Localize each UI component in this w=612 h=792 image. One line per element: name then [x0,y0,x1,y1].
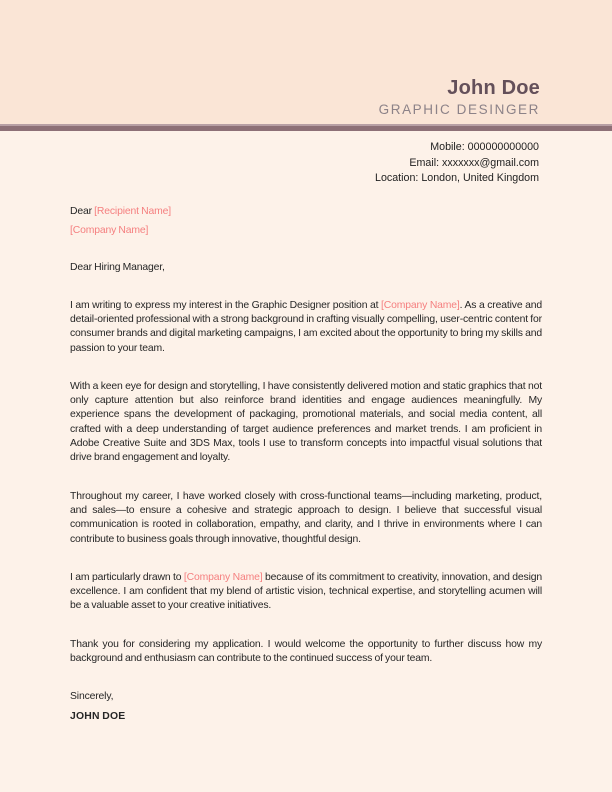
paragraph-intro [70,299,542,356]
paragraph-text: I am writing to express my interest in the Graphic Designer position at [70,299,381,311]
closing-line: Sincerely, [70,691,114,703]
company-name-placeholder: [Company Name] [381,299,460,311]
paragraph-motivation [70,571,542,614]
paragraph-text: because of its commitment to creativity, innovation, and design excellence. I am confident that my blend of artistic vision, technical expertise, and storytelling acumen will be a valuable asset to your creative initiatives. [70,571,542,612]
header-divider [0,124,612,131]
letter-header [0,0,612,124]
contact-email: Email: xxxxxxx@gmail.com [409,156,539,169]
paragraph-thanks: Thank you for considering my application. I would welcome the opportunity to further discuss how my background and enthusiasm can contribute to the continued success of your team. [70,638,542,665]
company-name-placeholder: [Company Name] [183,571,263,583]
contact-block [0,131,612,187]
paragraph-skills: With a keen eye for design and storytelling, I have consistently delivered motion and static graphics that not only capture attention but also reinforce brand identities and engage audiences meaningfully. My experience spans the development of packaging, promotional materials, and social media content, all crafted with a deep understanding of target audience preferences and market trends. I am proficient in Adobe Creative Suite and 3DS Max, tools I use to transform concepts into impactful visual solutions that drive brand engagement and loyalty. [70,380,542,464]
paragraph-career: Throughout my career, I have worked closely with cross-functional teams—including marketing, product, and sales—to ensure a cohesive and strategic approach to design. I believe that successful visual communication is rooted in collaboration, empathy, and clarity, and I thrive in environments where I can contribute to business goals through innovative, thoughtful design. [70,490,542,545]
author-job-title: GRAPHIC DESINGER [378,102,540,117]
salutation-line [70,205,542,219]
contact-location: Location: London, United Kingdom [375,172,539,185]
salutation-prefix: Dear [70,205,95,217]
company-name-placeholder: [Company Name] [70,225,149,237]
greeting-line: Dear Hiring Manager, [70,262,165,274]
author-name: John Doe [447,77,540,99]
paragraph-text: . As a creative and detail-oriented professional with a strong background in crafting visually compelling, user-centric content for consumer brands and digital marketing campaigns, I am excited about the opportunity to bring my skills and passion to your team. [70,299,542,354]
contact-mobile: Mobile: 000000000000 [430,141,539,153]
recipient-name-placeholder: [Recipient Name] [94,205,171,217]
signature-name: JOHN DOE [70,710,126,722]
paragraph-text: I am particularly drawn to [70,571,184,583]
letter-body [70,205,542,724]
